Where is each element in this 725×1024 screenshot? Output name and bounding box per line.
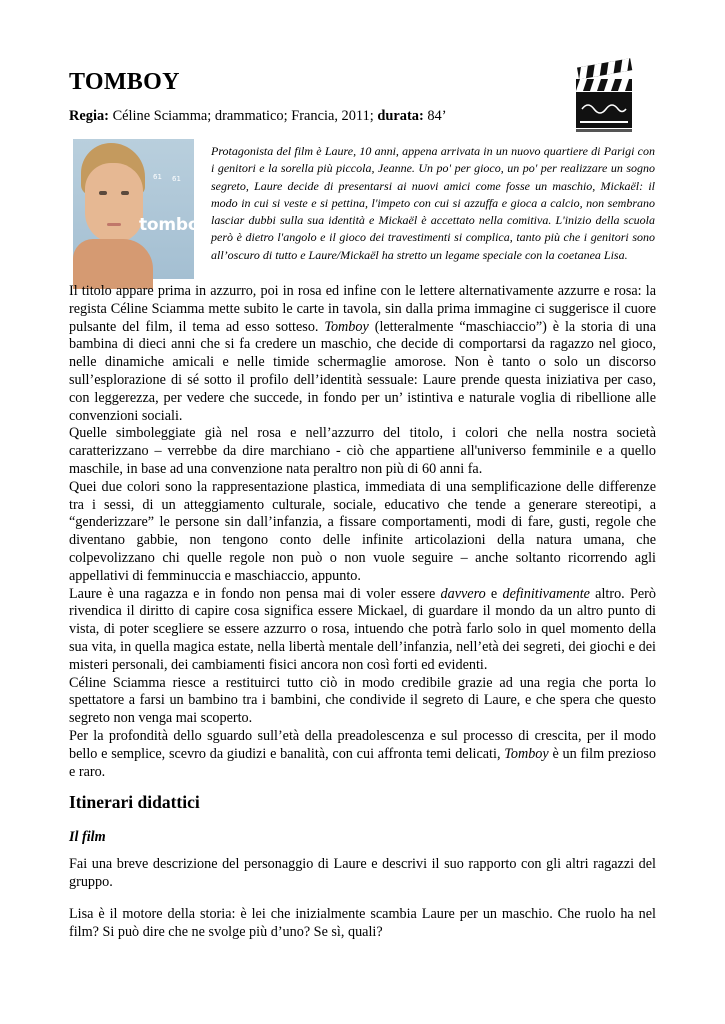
paragraph: Quelle simboleggiate già nel rosa e nell’azzurro del titolo, i colori che nella nostra società caratterizzano – verrebbe da dire marchiano - ciò che appartiene all'universo femminile e a quello maschile, in base ad una convenzione nata peraltro non più di 60 anni fa. <box>69 425 656 477</box>
page-title: TOMBOY <box>69 69 180 95</box>
paragraph: Per la profondità dello sguardo sull’età della preadolescenza e sul processo di crescita, per il modo bello e semplice, scevro da giudizi e banalità, con cui affronta temi delicati, Tomboy è un film prezioso e raro. <box>69 727 656 780</box>
synopsis: Protagonista del film è Laure, 10 anni, appena arrivata in un nuovo quartiere di Parigi con i genitori e la sorella più piccola, Jeanne. Un po' per gioco, un po' per realizzare un sogno segreto, Laure decide di presentarsi ai nuovi amici come fosse un maschio, Mickaël: il modo in cui si veste e si pettina, l'impeto con cui si azzuffa e gioca a calcio, non sembrano lasciar dubbi sulla sua identità e Mickaël è accettato nella comitiva. L'inizio della scuola però è dietro l'angolo e il gioco dei travestimenti si complica, tanto più che i genitori sono all’oscuro di tutto e Laure/Mickaël ha stretto un legame speciale con la coetanea Lisa. <box>211 144 655 262</box>
question: Fai una breve descrizione del personaggio di Laure e descrivi il suo rapporto con gli altri ragazzi del gruppo. <box>69 856 656 890</box>
section-heading: Itinerari didattici <box>69 792 200 812</box>
movie-poster <box>73 139 211 279</box>
regia-value: Céline Sciamma; drammatico; Francia, 2011; <box>108 108 378 124</box>
poster-title: tomboy <box>139 215 211 235</box>
regia-label: Regia: <box>69 108 109 124</box>
question: Lisa è il motore della storia: è lei che inizialmente scambia Laure per un maschio. Che ruolo ha nel film? Si può dire che ne svolge più d’uno? Se sì, quali? <box>69 906 656 940</box>
laurel-icon: 61 <box>153 173 162 181</box>
laurel-icon: 61 <box>172 175 181 183</box>
subsection-heading: Il film <box>69 829 106 845</box>
review-body <box>69 283 656 781</box>
paragraph: Quei due colori sono la rappresentazione plastica, immediata di una semplificazione delle differenze tra i sessi, di un atteggiamento culturale, sociale, educativo che tende a generare stereotipi, a “genderizzare” le persone sin dall’infanzia, a fissare comportamenti, modi di fare, gusti, regole che diventano gabbie, non tengono conto delle infinite articolazioni della natura umana, che colpevolizzano chi quelle regole non può o non vuole seguire – anche soltanto ricorrendo agli appellativi di femminuccia e maschiaccio, appunto. <box>69 478 656 584</box>
durata-value: 84’ <box>423 108 447 124</box>
paragraph: Laure è una ragazza e in fondo non pensa mai di voler essere davvero e definitivamente altro. Però rivendica il diritto di capire cosa significa essere Mickael, di guardare il mondo da un altro punto di vista, di poter scegliere se essere azzurro o rosa, intuendo che potrà farlo solo in quel momento della sua vita, in quella magica estate, nella libertà mentale dell’infanzia, nell’età dei segreti, dei giochi e dei misteri personali, dei cambiamenti fisici ancora non così forti ed evidenti. <box>69 585 656 673</box>
paragraph: Il titolo appare prima in azzurro, poi in rosa ed infine con le lettere alternativamente azzurre e rosa: la regista Céline Sciamma mette subito le carte in tavola, sin dalla prima immagine ci suggerisce il cuore pulsante del film, il tema ad esso sotteso. Tomboy (letteralmente “maschiaccio”) è la storia di una bambina di dieci anni che si fa credere un maschio, che decide di comportarsi da ragazzo nel gioco, nelle dinamiche amicali e nelle timide schermaglie amorose. Non è tanto o solo un discorso sull’esplorazione di sé sotto il profilo dell’identità sessuale: Laure prende questa iniziativa per caso, con leggerezza, per vedere che succede, in fondo per un’ istintiva e naturale voglia di ribellione alle convenzioni sociali. <box>69 283 656 424</box>
film-info-line <box>69 106 447 126</box>
clapperboard-icon <box>574 57 634 135</box>
durata-label: durata: <box>377 108 424 124</box>
paragraph: Céline Sciamma riesce a restituirci tutto ciò in modo credibile grazie ad una regia che porta lo spettatore a farsi un bambino tra i bambini, che condivide il segreto di Laure, e che spera che questo segreto non venga mai scoperto. <box>69 674 656 727</box>
